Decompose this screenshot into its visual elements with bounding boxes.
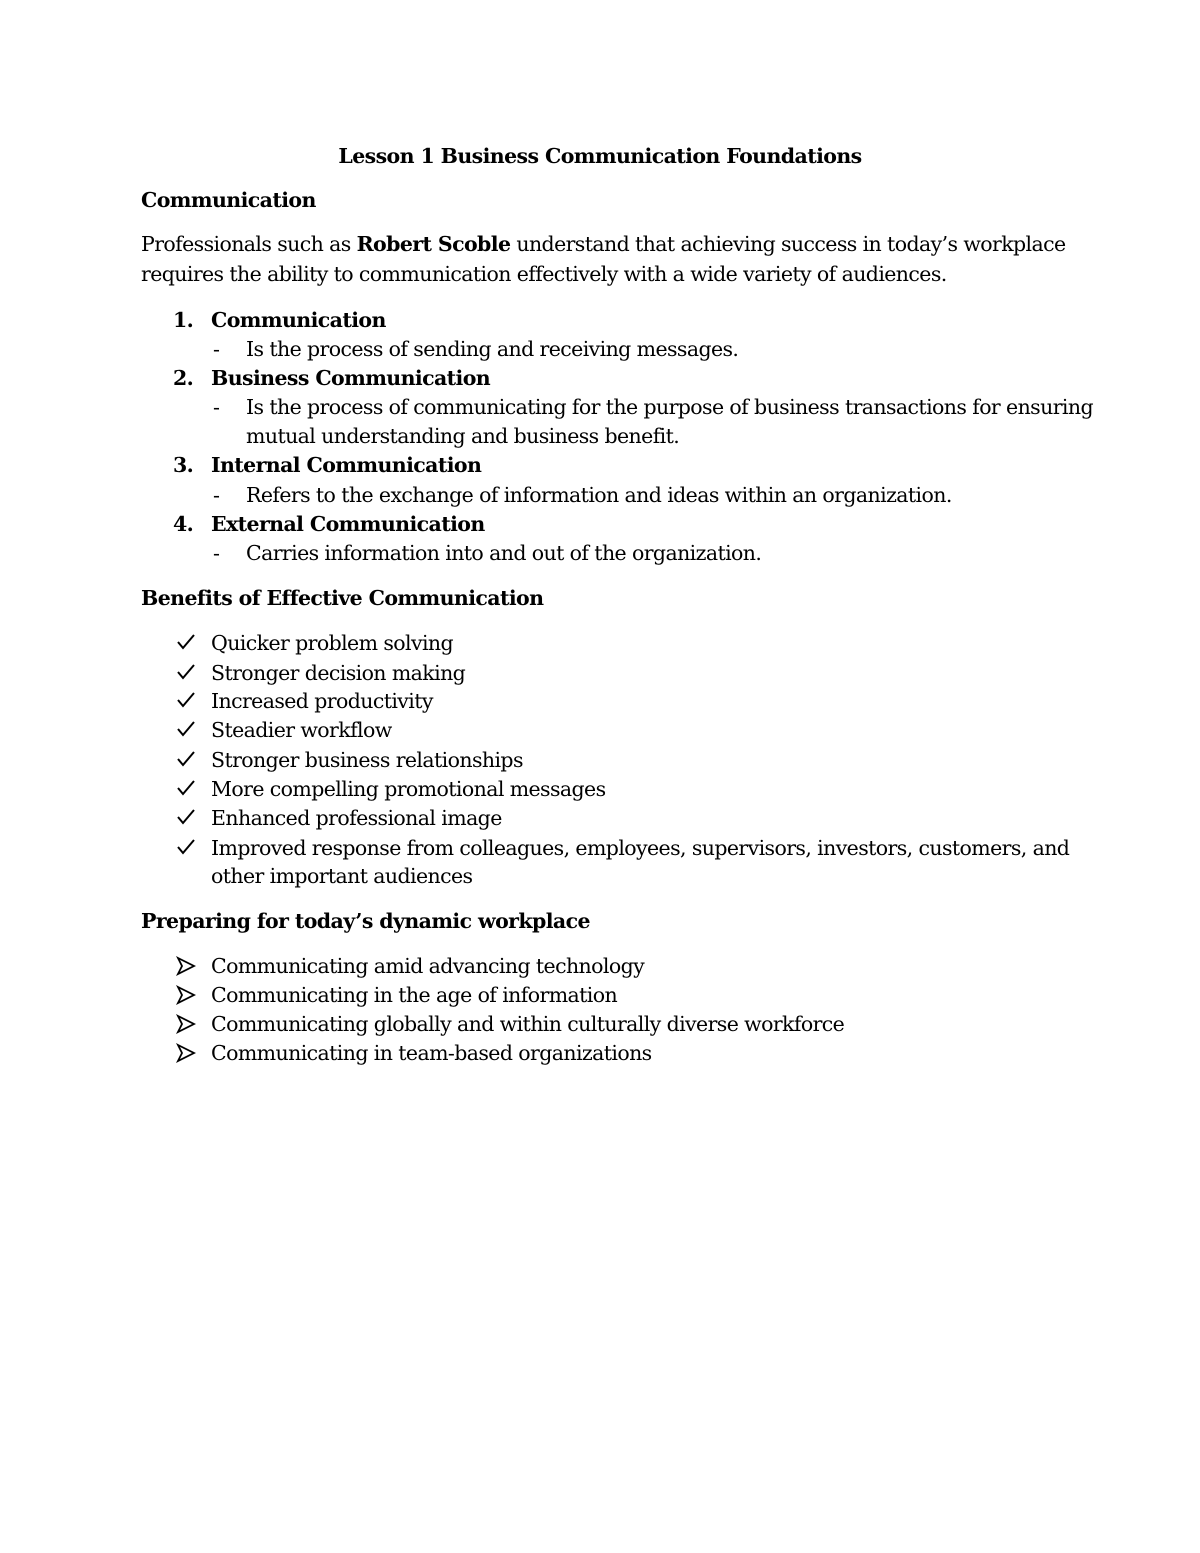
check-icon	[176, 662, 196, 682]
arrowhead-bullet-icon	[176, 1043, 196, 1063]
check-icon	[176, 807, 196, 827]
definition-number: 3.	[173, 453, 194, 477]
intro-name: Robert Scoble	[356, 232, 511, 256]
preparing-item: Communicating amid advancing technology	[211, 954, 645, 978]
benefit-item: Quicker problem solving	[211, 631, 454, 655]
definition-term: Communication	[211, 308, 386, 332]
intro-paragraph-line-2: requires the ability to communication effectively with a wide variety of audiences.	[141, 262, 947, 286]
check-icon	[176, 632, 196, 652]
definition-term: Internal Communication	[211, 453, 482, 477]
benefit-item-continuation: other important audiences	[211, 864, 473, 888]
benefit-item: More compelling promotional messages	[211, 777, 606, 801]
definition-text: Is the process of sending and receiving messages.	[246, 337, 739, 361]
benefit-item: Stronger decision making	[211, 661, 466, 685]
definition-text: Carries information into and out of the organization.	[246, 541, 762, 565]
intro-paragraph-line-1	[141, 230, 1066, 259]
definition-number: 2.	[173, 366, 194, 390]
check-icon	[176, 837, 196, 857]
definition-term: Business Communication	[211, 366, 491, 390]
intro-text-post: understand that achieving success in today’s workplace	[510, 232, 1066, 256]
check-icon	[176, 690, 196, 710]
benefit-item: Steadier workflow	[211, 718, 392, 742]
section-heading-preparing: Preparing for today’s dynamic workplace	[141, 909, 590, 933]
check-icon	[176, 749, 196, 769]
benefit-item: Increased productivity	[211, 689, 433, 713]
preparing-item: Communicating in team-based organizations	[211, 1041, 652, 1065]
section-heading-benefits: Benefits of Effective Communication	[141, 586, 544, 610]
benefit-item: Improved response from colleagues, employees, supervisors, investors, customers, and	[211, 836, 1070, 860]
definition-dash: -	[213, 483, 220, 507]
benefit-item: Enhanced professional image	[211, 806, 502, 830]
definition-number: 4.	[173, 512, 194, 536]
section-heading-communication: Communication	[141, 188, 316, 212]
preparing-item: Communicating globally and within culturally diverse workforce	[211, 1012, 845, 1036]
benefit-item: Stronger business relationships	[211, 748, 523, 772]
intro-text-pre: Professionals such as	[141, 232, 357, 256]
definition-dash: -	[213, 541, 220, 565]
arrowhead-bullet-icon	[176, 956, 196, 976]
preparing-item: Communicating in the age of information	[211, 983, 618, 1007]
definition-text: mutual understanding and business benefit.	[246, 424, 680, 448]
page-title: Lesson 1 Business Communication Foundations	[338, 144, 862, 168]
arrowhead-bullet-icon	[176, 985, 196, 1005]
definition-text: Refers to the exchange of information and ideas within an organization.	[246, 483, 952, 507]
definition-term: External Communication	[211, 512, 485, 536]
definition-dash: -	[213, 337, 220, 361]
definition-text: Is the process of communicating for the purpose of business transactions for ensuring	[246, 395, 1093, 419]
check-icon	[176, 778, 196, 798]
definition-dash: -	[213, 395, 220, 419]
check-icon	[176, 719, 196, 739]
arrowhead-bullet-icon	[176, 1014, 196, 1034]
definition-number: 1.	[173, 308, 194, 332]
